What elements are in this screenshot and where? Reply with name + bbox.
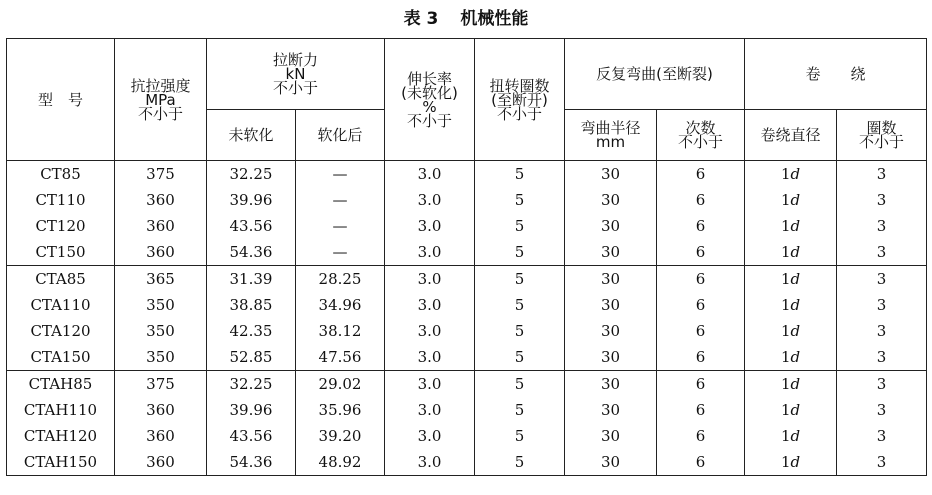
winding-diameter-symbol: d: [790, 270, 801, 288]
cell-winding-diameter: [745, 371, 837, 398]
header-elongation-min: 不小于: [407, 111, 453, 130]
winding-diameter-factor: 1: [780, 348, 791, 366]
cell-winding-diameter: [745, 213, 837, 239]
header-elongation-unit: %: [422, 97, 437, 116]
cell-torsion: 5: [475, 187, 565, 213]
cell-winding-diameter: [745, 161, 837, 188]
cell-winding-diameter: [745, 187, 837, 213]
header-elongation: [385, 39, 475, 161]
cell-bend-times: 6: [657, 161, 745, 188]
winding-diameter-symbol: d: [790, 322, 801, 340]
cell-elongation: 3.0: [385, 239, 475, 266]
cell-model: CT120: [7, 213, 115, 239]
cell-unsoftened: 39.96: [207, 397, 296, 423]
cell-softened: 39.20: [296, 423, 385, 449]
cell-tensile: 360: [115, 397, 207, 423]
table-row: [7, 213, 927, 239]
cell-softened: 34.96: [296, 292, 385, 318]
cell-bend-radius: 30: [565, 423, 657, 449]
cell-bend-radius: 30: [565, 239, 657, 266]
winding-diameter-factor: 1: [780, 165, 791, 183]
cell-model: CT110: [7, 187, 115, 213]
table-row: [7, 292, 927, 318]
cell-torsion: 5: [475, 423, 565, 449]
cell-winding-turns: 3: [837, 397, 927, 423]
cell-softened: 28.25: [296, 266, 385, 293]
cell-bend-radius: 30: [565, 292, 657, 318]
cell-elongation: 3.0: [385, 213, 475, 239]
cell-model: CTA85: [7, 266, 115, 293]
header-break-force-line: 拉断力: [273, 51, 319, 69]
winding-diameter-symbol: d: [790, 243, 801, 261]
cell-tensile: 375: [115, 161, 207, 188]
cell-tensile: 350: [115, 344, 207, 371]
header-unsoftened: 未软化: [207, 110, 296, 161]
cell-softened: 47.56: [296, 344, 385, 371]
winding-diameter-symbol: d: [790, 217, 801, 235]
cell-tensile: 360: [115, 449, 207, 476]
winding-diameter-factor: 1: [780, 243, 791, 261]
header-break-force: [207, 39, 385, 110]
cell-tensile: 360: [115, 187, 207, 213]
cell-bend-times: 6: [657, 187, 745, 213]
cell-unsoftened: 54.36: [207, 239, 296, 266]
header-torsion: [475, 39, 565, 161]
winding-diameter-factor: 1: [780, 296, 791, 314]
winding-diameter-symbol: d: [790, 453, 801, 471]
cell-bend-times: 6: [657, 344, 745, 371]
cell-winding-turns: 3: [837, 187, 927, 213]
cell-winding-diameter: [745, 239, 837, 266]
cell-unsoftened: 31.39: [207, 266, 296, 293]
header-winding: 卷 绕: [745, 39, 927, 110]
table-row: [7, 239, 927, 266]
cell-winding-turns: 3: [837, 161, 927, 188]
cell-elongation: 3.0: [385, 344, 475, 371]
header-winding-turns: [837, 110, 927, 161]
cell-winding-turns: 3: [837, 266, 927, 293]
cell-elongation: 3.0: [385, 292, 475, 318]
cell-model: CT150: [7, 239, 115, 266]
table-caption: 机械性能: [460, 9, 529, 29]
cell-model: CTA150: [7, 344, 115, 371]
cell-bend-radius: 30: [565, 344, 657, 371]
cell-torsion: 5: [475, 449, 565, 476]
table-row: [7, 266, 927, 293]
cell-winding-turns: 3: [837, 292, 927, 318]
header-winding-turns-min: 不小于: [859, 133, 905, 151]
cell-torsion: 5: [475, 318, 565, 344]
cell-elongation: 3.0: [385, 397, 475, 423]
cell-tensile: 375: [115, 371, 207, 398]
winding-diameter-symbol: d: [790, 191, 801, 209]
header-break-force-unit: kN: [285, 65, 306, 83]
cell-torsion: 5: [475, 371, 565, 398]
cell-softened: 29.02: [296, 371, 385, 398]
cell-bend-times: 6: [657, 449, 745, 476]
winding-diameter-factor: 1: [780, 401, 791, 419]
header-torsion-cond: (至断开): [491, 90, 548, 109]
cell-unsoftened: 43.56: [207, 423, 296, 449]
cell-torsion: 5: [475, 397, 565, 423]
winding-diameter-symbol: d: [790, 375, 801, 393]
cell-bend-radius: 30: [565, 213, 657, 239]
table-number: 表 3: [403, 9, 439, 29]
cell-unsoftened: 52.85: [207, 344, 296, 371]
header-winding-diameter: 卷绕直径: [745, 110, 837, 161]
cell-winding-diameter: [745, 449, 837, 476]
header-bend-times-line: 次数: [685, 119, 716, 137]
header-break-force-min: 不小于: [273, 79, 319, 97]
cell-winding-turns: 3: [837, 318, 927, 344]
cell-model: CTAH110: [7, 397, 115, 423]
table-row: [7, 161, 927, 188]
cell-elongation: 3.0: [385, 318, 475, 344]
cell-winding-turns: 3: [837, 449, 927, 476]
header-tensile-line: 抗拉强度: [130, 76, 191, 95]
header-bend-times-min: 不小于: [678, 133, 724, 151]
header-elongation-line: 伸长率: [407, 69, 453, 88]
winding-diameter-factor: 1: [780, 375, 791, 393]
cell-unsoftened: 42.35: [207, 318, 296, 344]
cell-softened: —: [296, 213, 385, 239]
cell-model: CTA120: [7, 318, 115, 344]
cell-winding-turns: 3: [837, 213, 927, 239]
cell-bend-times: 6: [657, 397, 745, 423]
cell-tensile: 350: [115, 292, 207, 318]
cell-model: CT85: [7, 161, 115, 188]
cell-winding-diameter: [745, 344, 837, 371]
winding-diameter-factor: 1: [780, 191, 791, 209]
cell-bend-radius: 30: [565, 161, 657, 188]
header-tensile-min: 不小于: [137, 104, 183, 123]
header-bend-times: [657, 110, 745, 161]
cell-model: CTAH150: [7, 449, 115, 476]
winding-diameter-factor: 1: [780, 270, 791, 288]
cell-winding-turns: 3: [837, 344, 927, 371]
cell-softened: —: [296, 187, 385, 213]
cell-tensile: 360: [115, 213, 207, 239]
cell-bend-radius: 30: [565, 397, 657, 423]
table-title: [0, 4, 932, 29]
cell-elongation: 3.0: [385, 449, 475, 476]
cell-winding-diameter: [745, 318, 837, 344]
header-torsion-min: 不小于: [497, 104, 543, 123]
cell-bend-times: 6: [657, 423, 745, 449]
winding-diameter-symbol: d: [790, 427, 801, 445]
cell-bend-radius: 30: [565, 449, 657, 476]
cell-torsion: 5: [475, 239, 565, 266]
cell-torsion: 5: [475, 344, 565, 371]
cell-winding-diameter: [745, 423, 837, 449]
cell-elongation: 3.0: [385, 423, 475, 449]
table-row: [7, 397, 927, 423]
cell-bend-radius: 30: [565, 371, 657, 398]
cell-softened: 35.96: [296, 397, 385, 423]
cell-bend-times: 6: [657, 292, 745, 318]
cell-winding-diameter: [745, 397, 837, 423]
cell-softened: 38.12: [296, 318, 385, 344]
cell-bend-radius: 30: [565, 187, 657, 213]
winding-diameter-symbol: d: [790, 296, 801, 314]
cell-bend-times: 6: [657, 266, 745, 293]
cell-model: CTAH85: [7, 371, 115, 398]
cell-elongation: 3.0: [385, 187, 475, 213]
header-winding-turns-line: 圈数: [866, 119, 897, 137]
cell-tensile: 360: [115, 239, 207, 266]
cell-unsoftened: 54.36: [207, 449, 296, 476]
cell-elongation: 3.0: [385, 161, 475, 188]
table-row: [7, 423, 927, 449]
header-model: 型 号: [7, 39, 115, 161]
header-elongation-cond: (未软化): [401, 83, 458, 102]
cell-torsion: 5: [475, 266, 565, 293]
cell-winding-diameter: [745, 266, 837, 293]
cell-softened: —: [296, 239, 385, 266]
header-bend-radius: [565, 110, 657, 161]
cell-tensile: 365: [115, 266, 207, 293]
cell-torsion: 5: [475, 213, 565, 239]
header-tensile-unit: MPa: [145, 90, 176, 109]
cell-winding-turns: 3: [837, 239, 927, 266]
winding-diameter-factor: 1: [780, 217, 791, 235]
table-body: [7, 161, 927, 476]
cell-bend-radius: 30: [565, 318, 657, 344]
cell-torsion: 5: [475, 161, 565, 188]
table-row: [7, 318, 927, 344]
cell-bend-radius: 30: [565, 266, 657, 293]
winding-diameter-factor: 1: [780, 322, 791, 340]
cell-winding-turns: 3: [837, 423, 927, 449]
winding-diameter-factor: 1: [780, 427, 791, 445]
winding-diameter-symbol: d: [790, 401, 801, 419]
cell-bend-times: 6: [657, 239, 745, 266]
cell-model: CTAH120: [7, 423, 115, 449]
cell-elongation: 3.0: [385, 266, 475, 293]
header-bend-radius-line: 弯曲半径: [580, 119, 641, 137]
table-row: [7, 187, 927, 213]
table-row: [7, 449, 927, 476]
cell-softened: —: [296, 161, 385, 188]
cell-model: CTA110: [7, 292, 115, 318]
cell-torsion: 5: [475, 292, 565, 318]
cell-tensile: 350: [115, 318, 207, 344]
winding-diameter-symbol: d: [790, 165, 801, 183]
cell-bend-times: 6: [657, 318, 745, 344]
header-bend-radius-unit: mm: [595, 133, 626, 151]
cell-unsoftened: 38.85: [207, 292, 296, 318]
header-bending: 反复弯曲(至断裂): [565, 39, 745, 110]
cell-winding-turns: 3: [837, 371, 927, 398]
table-row: [7, 344, 927, 371]
cell-unsoftened: 32.25: [207, 161, 296, 188]
cell-bend-times: 6: [657, 371, 745, 398]
cell-softened: 48.92: [296, 449, 385, 476]
cell-unsoftened: 43.56: [207, 213, 296, 239]
winding-diameter-factor: 1: [780, 453, 791, 471]
cell-elongation: 3.0: [385, 371, 475, 398]
cell-winding-diameter: [745, 292, 837, 318]
cell-bend-times: 6: [657, 213, 745, 239]
winding-diameter-symbol: d: [790, 348, 801, 366]
cell-unsoftened: 39.96: [207, 187, 296, 213]
header-softened: 软化后: [296, 110, 385, 161]
table-row: [7, 371, 927, 398]
header-torsion-line: 扭转圈数: [489, 76, 550, 95]
cell-unsoftened: 32.25: [207, 371, 296, 398]
header-tensile: [115, 39, 207, 161]
cell-tensile: 360: [115, 423, 207, 449]
mechanical-properties-table: [6, 38, 927, 476]
